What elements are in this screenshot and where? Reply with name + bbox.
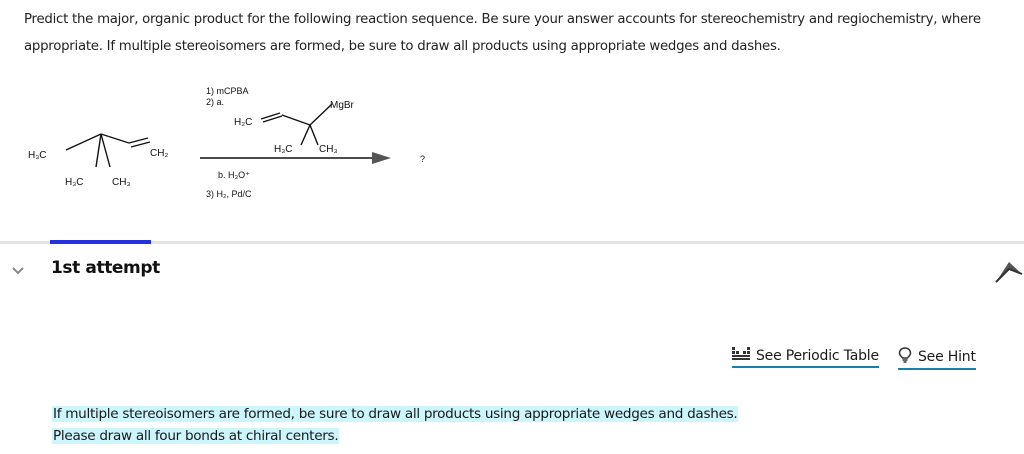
bond — [310, 125, 318, 145]
reaction-scheme-svg — [0, 78, 460, 208]
bond — [301, 125, 310, 145]
reagent-3: 3) H₂, Pd/C — [206, 189, 252, 199]
bond — [101, 134, 129, 143]
grignard-h3c: H₃C — [274, 144, 293, 155]
start-h3c-left: H₃C — [28, 150, 47, 161]
chevron-down-icon[interactable] — [10, 263, 26, 277]
see-hint-link[interactable] — [898, 347, 976, 370]
reaction-scheme — [0, 78, 460, 208]
bond — [129, 138, 148, 143]
lightbulb-icon — [898, 347, 912, 367]
bond — [66, 134, 101, 150]
starting-material — [66, 134, 150, 167]
see-periodic-table-label: See Periodic Table — [756, 348, 879, 364]
question-text — [24, 6, 1004, 60]
start-h3c-bottom: H₃C — [65, 177, 84, 188]
see-hint-label: See Hint — [918, 349, 976, 365]
periodic-table-icon — [732, 347, 750, 365]
reagent-1: 1) mCPBA — [206, 86, 249, 96]
pen-icon[interactable] — [993, 258, 1024, 286]
section-divider — [0, 241, 1024, 244]
hint-message — [52, 403, 738, 447]
reaction-arrow — [200, 152, 391, 164]
start-ch2: CH₂ — [150, 148, 169, 159]
grignard-ch3: CH₃ — [319, 144, 338, 155]
hint-line-2: Please draw all four bonds at chiral centers. — [53, 428, 339, 444]
bond — [96, 134, 101, 167]
bond — [282, 115, 310, 125]
grignard-ch2: H₂C — [234, 117, 253, 128]
bond — [310, 104, 332, 125]
bond — [101, 134, 110, 167]
hint-line-1: If multiple stereoisomers are formed, be sure to draw all products using appropriate wedges and dashes. — [53, 406, 738, 422]
see-periodic-table-link[interactable] — [732, 347, 879, 368]
grignard-mgbr: MgBr — [330, 100, 354, 111]
question-line-1: Predict the major, organic product for the following reaction sequence. Be sure your answer accounts for stereochemistry and regiochemistry, where — [24, 12, 981, 27]
reagent-2b: b. H₃O⁺ — [218, 170, 250, 180]
reagent-2a: 2) a. — [206, 97, 225, 107]
double-bond — [131, 142, 150, 147]
question-line-2: appropriate. If multiple stereoisomers are formed, be sure to draw all products using appropriate wedges and dashes. — [24, 39, 781, 54]
product-unknown: ? — [420, 154, 426, 164]
attempt-title[interactable]: 1st attempt — [51, 258, 160, 278]
grignard-reagent — [261, 104, 332, 145]
start-ch3-bottom: CH₃ — [112, 177, 131, 188]
active-tab-indicator — [50, 240, 151, 244]
